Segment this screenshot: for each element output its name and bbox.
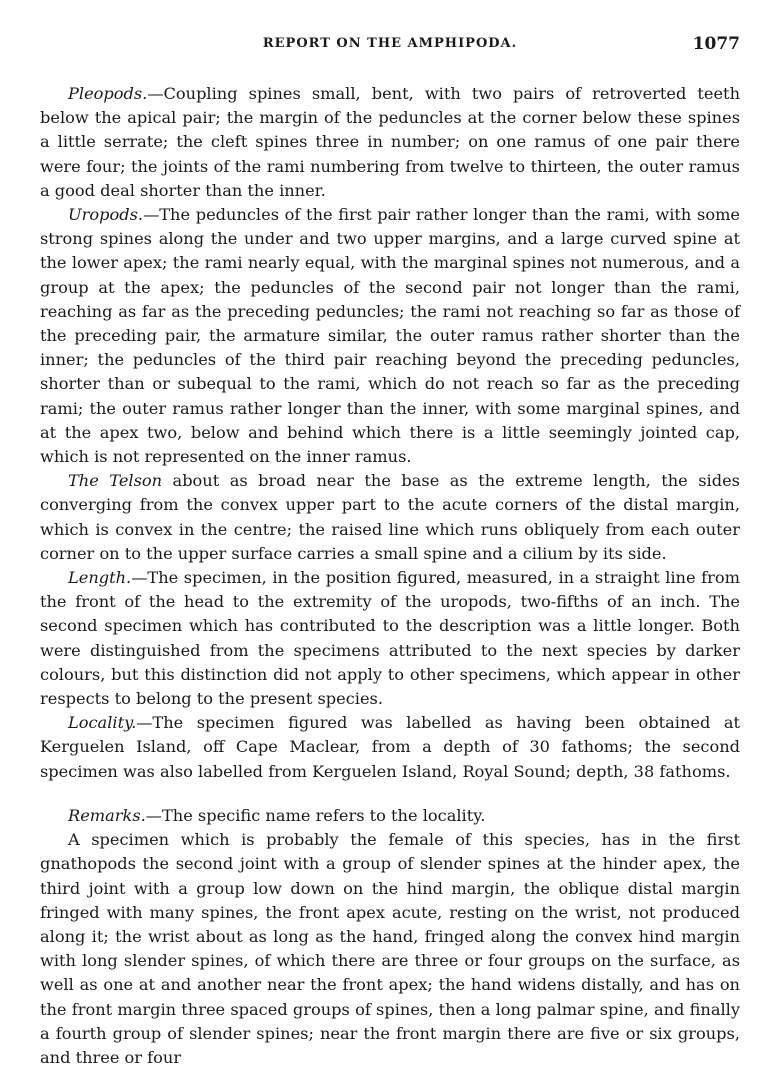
paragraph-text: —Coupling spines small, bent, with two pairs of retroverted teeth below the apical pair; the margin of the peduncles at the corner below these spines a little serrate; the cleft spines three in number; on one ramus of one pair there were four; the joints of the rami numbering from twelve to thirteen, the outer ramus a good deal shorter than the inner.	[40, 84, 740, 200]
paragraph-text: —The specimen figured was labelled as having been obtained at Kerguelen Island, off Cape Maclear, from a depth of 30 fathoms; the second specimen was also labelled from Kerguelen Island, Royal Sound; depth, 38 fathoms.	[40, 713, 740, 781]
paragraph-lead: Length.	[68, 568, 132, 588]
paragraph-lead: Uropods.	[68, 205, 144, 225]
paragraph-text: —The peduncles of the first pair rather longer than the rami, with some strong spines along the under and two upper margins, and a large curved spine at the lower apex; the rami nearly equal, with the marginal spines not numerous, and a group at the apex; the peduncles of the second pair not longer than the rami, reaching as far as the preceding peduncles; the rami not reaching so far as those of the preceding pair, the armature similar, the outer ramus rather shorter than the inner; the peduncles of the third pair reaching beyond the preceding peduncles, shorter than or subequal to the rami, which do not reach so far as the preceding rami; the outer ramus rather longer than the inner, with some marginal spines, and at the apex two, below and behind which there is a little seemingly jointed cap, which is not represented on the inner ramus.	[40, 205, 740, 467]
page-number: 1077	[692, 34, 740, 54]
paragraph-length	[40, 566, 740, 711]
paragraph-lead: Locality.	[68, 713, 137, 733]
body-text	[40, 82, 740, 1070]
paragraph-lead: Remarks.	[68, 805, 146, 825]
paragraph-text: —The specimen, in the position figured, measured, in a straight line from the front of the head to the extremity of the uropods, two-fifths of an inch. The second specimen which has contributed to the description was a little longer. Both were distinguished from the specimens attributed to the next species by darker colours, but this distinction did not apply to other specimens, which appear in other respects to belong to the present species.	[40, 568, 740, 709]
paragraph-uropods	[40, 203, 740, 469]
paragraph-pleopods	[40, 82, 740, 203]
paragraph-lead: Pleopods.	[68, 84, 148, 103]
paragraph-remarks	[40, 804, 740, 828]
paragraph-locality	[40, 711, 740, 784]
paragraph-lead: The Telson	[68, 471, 163, 491]
paragraph-text: A specimen which is probably the female of this species, has in the first gnathopods the second joint with a group of slender spines at the hinder apex, the third joint with a group low down on the hind margin, the oblique distal margin fringed with many spines, the front apex acute, resting on the wrist, not produced along it; the wrist about as long as the hand, fringed along the convex hind margin with long slender spines, of which there are three or four groups on the surface, as well as one at and another near the front apex; the hand widens distally, and has on the front margin three spaced groups of spines, then a long palmar spine, and finally a fourth group of slender spines; near the front margin there are five or six groups, and three or four	[40, 830, 740, 1067]
running-title: REPORT ON THE AMPHIPODA.	[262, 36, 518, 51]
paragraph-female-specimen	[40, 828, 740, 1070]
paragraph-text: —The specific name refers to the locality.	[145, 805, 486, 825]
paragraph-text: about as broad near the base as the extreme length, the sides converging from the convex upper part to the acute corners of the distal margin, which is convex in the centre; the raised line which runs obliquely from each outer corner on to the upper surface carries a small spine and a cilium by its side.	[40, 471, 740, 563]
running-header	[40, 34, 740, 58]
paragraph-telson	[40, 469, 740, 566]
